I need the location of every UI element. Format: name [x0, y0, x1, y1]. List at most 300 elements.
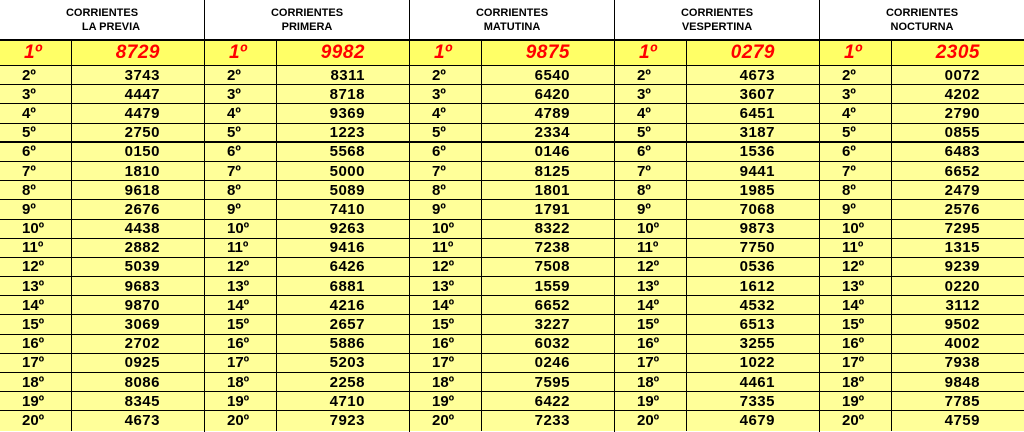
drawn-number: 5568 [329, 143, 365, 161]
position-label: 9º [0, 200, 72, 218]
result-row [615, 296, 819, 315]
position-label: 15º [205, 315, 277, 333]
column-nocturna [820, 0, 1024, 432]
column-primera [205, 0, 410, 432]
drawn-number: 6426 [329, 258, 365, 276]
drawn-number: 4461 [739, 373, 775, 391]
result-rows [820, 41, 1024, 432]
position-label: 12º [205, 258, 277, 276]
drawn-number: 0536 [739, 258, 775, 276]
drawn-number: 6513 [739, 316, 775, 334]
result-row [615, 258, 819, 277]
drawn-number: 4532 [739, 296, 775, 314]
drawn-number: 2305 [935, 42, 980, 63]
header-line1: CORRIENTES [680, 6, 754, 19]
drawn-number: 4479 [124, 104, 160, 122]
position-label: 14º [205, 296, 277, 314]
result-rows [0, 41, 204, 432]
position-label: 8º [820, 181, 892, 199]
result-row [410, 124, 614, 143]
drawn-number: 2657 [329, 316, 365, 334]
drawn-number: 5886 [329, 335, 365, 353]
result-row [410, 392, 614, 411]
position-label: 12º [820, 258, 892, 276]
position-label: 7º [615, 162, 687, 180]
position-label: 16º [615, 335, 687, 353]
drawn-number: 2790 [944, 104, 980, 122]
result-row [410, 239, 614, 258]
drawn-number: 2750 [124, 123, 160, 141]
column-matutina [410, 0, 615, 432]
drawn-number: 6451 [739, 104, 775, 122]
winning-row [0, 41, 204, 66]
result-row [410, 258, 614, 277]
result-row [615, 85, 819, 104]
position-label: 18º [615, 373, 687, 391]
position-label: 5º [820, 124, 892, 141]
position-label: 18º [205, 373, 277, 391]
result-row [0, 315, 204, 334]
result-row [205, 220, 409, 239]
result-row [820, 296, 1024, 315]
drawn-number: 4202 [944, 85, 980, 103]
result-row [615, 66, 819, 85]
drawn-number: 8322 [534, 220, 570, 238]
drawn-number: 9416 [329, 239, 365, 257]
result-row [410, 315, 614, 334]
result-row [820, 220, 1024, 239]
drawn-number: 2702 [124, 335, 160, 353]
drawn-number: 3227 [534, 316, 570, 334]
drawn-number: 7923 [329, 412, 365, 430]
position-label: 1º [615, 41, 687, 65]
drawn-number: 9263 [329, 220, 365, 238]
header-line1: CORRIENTES [885, 6, 959, 19]
position-label: 4º [615, 104, 687, 122]
drawn-number: 0279 [730, 42, 775, 63]
result-row [205, 200, 409, 219]
result-row [0, 277, 204, 296]
position-label: 9º [615, 200, 687, 218]
position-label: 5º [205, 124, 277, 141]
drawn-number: 6881 [329, 277, 365, 295]
drawn-number: 0246 [534, 354, 570, 372]
header-line2: PRIMERA [281, 20, 333, 33]
position-label: 15º [0, 315, 72, 333]
position-label: 15º [820, 315, 892, 333]
result-row [205, 239, 409, 258]
drawn-number: 5000 [329, 162, 365, 180]
position-label: 17º [820, 354, 892, 372]
result-row [205, 124, 409, 143]
drawn-number: 6032 [534, 335, 570, 353]
drawn-number: 3255 [739, 335, 775, 353]
drawn-number: 8718 [329, 85, 365, 103]
result-row [820, 315, 1024, 334]
drawn-number: 5089 [329, 181, 365, 199]
result-row [820, 335, 1024, 354]
drawn-number: 1559 [534, 277, 570, 295]
position-label: 6º [410, 143, 482, 161]
drawn-number: 9982 [320, 42, 365, 63]
position-label: 20º [410, 411, 482, 430]
position-label: 2º [205, 66, 277, 84]
result-row [205, 277, 409, 296]
drawn-number: 3743 [124, 66, 160, 84]
position-label: 19º [615, 392, 687, 410]
drawn-number: 0220 [944, 277, 980, 295]
result-row [820, 392, 1024, 411]
result-row [615, 354, 819, 373]
drawn-number: 1536 [739, 143, 775, 161]
result-row [0, 143, 204, 162]
position-label: 12º [615, 258, 687, 276]
result-row [615, 181, 819, 200]
drawn-number: 0925 [124, 354, 160, 372]
result-row [615, 239, 819, 258]
result-row [615, 220, 819, 239]
result-row [820, 373, 1024, 392]
drawn-number: 4759 [944, 412, 980, 430]
position-label: 1º [0, 41, 72, 65]
result-row [615, 335, 819, 354]
column-header [410, 0, 614, 41]
drawn-number: 8729 [115, 42, 160, 63]
result-row [0, 200, 204, 219]
drawn-number: 9441 [739, 162, 775, 180]
result-row [410, 373, 614, 392]
column-header [0, 0, 204, 41]
position-label: 7º [820, 162, 892, 180]
position-label: 3º [0, 85, 72, 103]
drawn-number: 3069 [124, 316, 160, 334]
position-label: 15º [615, 315, 687, 333]
drawn-number: 1022 [739, 354, 775, 372]
header-line2: VESPERTINA [681, 20, 753, 33]
drawn-number: 4002 [944, 335, 980, 353]
result-row [615, 315, 819, 334]
result-row [820, 181, 1024, 200]
position-label: 3º [820, 85, 892, 103]
drawn-number: 0072 [944, 66, 980, 84]
drawn-number: 4673 [124, 412, 160, 430]
result-row [410, 143, 614, 162]
winning-row [820, 41, 1024, 66]
position-label: 5º [0, 124, 72, 141]
drawn-number: 2576 [944, 200, 980, 218]
result-row [615, 162, 819, 181]
result-row [0, 296, 204, 315]
position-label: 16º [205, 335, 277, 353]
drawn-number: 6420 [534, 85, 570, 103]
drawn-number: 8311 [330, 66, 365, 84]
result-row [205, 181, 409, 200]
position-label: 6º [820, 143, 892, 161]
drawn-number: 2676 [124, 200, 160, 218]
result-row [820, 258, 1024, 277]
position-label: 1º [820, 41, 892, 65]
position-label: 19º [410, 392, 482, 410]
column-header [205, 0, 409, 41]
position-label: 13º [0, 277, 72, 295]
result-row [205, 373, 409, 392]
result-row [205, 143, 409, 162]
drawn-number: 6483 [944, 143, 980, 161]
position-label: 10º [410, 220, 482, 238]
result-row [820, 200, 1024, 219]
drawn-number: 9683 [124, 277, 160, 295]
drawn-number: 7295 [944, 220, 980, 238]
drawn-number: 0150 [124, 143, 160, 161]
result-row [820, 162, 1024, 181]
position-label: 4º [0, 104, 72, 122]
position-label: 17º [615, 354, 687, 372]
drawn-number: 8125 [534, 162, 570, 180]
result-row [820, 124, 1024, 143]
result-row [0, 411, 204, 430]
position-label: 11º [205, 239, 277, 257]
result-row [615, 104, 819, 123]
column-header [615, 0, 819, 41]
drawn-number: 2882 [124, 239, 160, 257]
position-label: 18º [410, 373, 482, 391]
drawn-number: 3187 [739, 123, 775, 141]
drawn-number: 7750 [739, 239, 775, 257]
position-label: 13º [205, 277, 277, 295]
position-label: 14º [0, 296, 72, 314]
position-label: 7º [205, 162, 277, 180]
result-row [0, 392, 204, 411]
position-label: 4º [820, 104, 892, 122]
position-label: 2º [0, 66, 72, 84]
drawn-number: 7595 [534, 373, 570, 391]
position-label: 16º [0, 335, 72, 353]
winning-row [205, 41, 409, 66]
position-label: 10º [0, 220, 72, 238]
position-label: 5º [615, 124, 687, 141]
result-row [615, 392, 819, 411]
position-label: 9º [820, 200, 892, 218]
drawn-number: 7785 [944, 392, 980, 410]
column-la-previa [0, 0, 205, 432]
result-row [0, 220, 204, 239]
position-label: 1º [205, 41, 277, 65]
result-row [0, 335, 204, 354]
winning-row [410, 41, 614, 66]
result-row [410, 335, 614, 354]
position-label: 4º [410, 104, 482, 122]
position-label: 18º [0, 373, 72, 391]
position-label: 20º [0, 411, 72, 430]
result-row [205, 315, 409, 334]
drawn-number: 4789 [534, 104, 570, 122]
drawn-number: 1810 [124, 162, 160, 180]
result-row [820, 411, 1024, 430]
drawn-number: 3607 [739, 85, 775, 103]
drawn-number: 6422 [534, 392, 570, 410]
drawn-number: 9502 [944, 316, 980, 334]
position-label: 6º [205, 143, 277, 161]
drawn-number: 5203 [329, 354, 365, 372]
drawn-number: 9875 [525, 42, 570, 63]
drawn-number: 9369 [329, 104, 365, 122]
position-label: 12º [410, 258, 482, 276]
result-row [410, 104, 614, 123]
position-label: 11º [820, 239, 892, 257]
drawn-number: 2258 [329, 373, 365, 391]
position-label: 18º [820, 373, 892, 391]
drawn-number: 4438 [124, 220, 160, 238]
position-label: 10º [820, 220, 892, 238]
drawn-number: 7938 [944, 354, 980, 372]
drawn-number: 7335 [739, 392, 775, 410]
position-label: 11º [615, 239, 687, 257]
drawn-number: 6652 [944, 162, 980, 180]
drawn-number: 2479 [944, 181, 980, 199]
drawn-number: 9848 [944, 373, 980, 391]
result-row [205, 162, 409, 181]
position-label: 12º [0, 258, 72, 276]
header-line1: CORRIENTES [270, 6, 344, 19]
winning-row [615, 41, 819, 66]
drawn-number: 7410 [329, 200, 365, 218]
position-label: 19º [820, 392, 892, 410]
drawn-number: 1985 [739, 181, 775, 199]
result-row [410, 277, 614, 296]
position-label: 17º [410, 354, 482, 372]
result-row [205, 354, 409, 373]
position-label: 3º [205, 85, 277, 103]
position-label: 20º [615, 411, 687, 430]
result-row [410, 220, 614, 239]
result-row [615, 277, 819, 296]
header-line2: MATUTINA [483, 20, 541, 33]
position-label: 4º [205, 104, 277, 122]
position-label: 10º [615, 220, 687, 238]
column-vespertina [615, 0, 820, 432]
drawn-number: 8086 [124, 373, 160, 391]
position-label: 6º [0, 143, 72, 161]
result-row [410, 200, 614, 219]
position-label: 13º [615, 277, 687, 295]
result-row [820, 239, 1024, 258]
result-row [0, 124, 204, 143]
result-row [0, 181, 204, 200]
result-row [410, 162, 614, 181]
drawn-number: 1315 [944, 239, 980, 257]
result-row [820, 277, 1024, 296]
position-label: 13º [410, 277, 482, 295]
result-rows [205, 41, 409, 432]
position-label: 9º [205, 200, 277, 218]
position-label: 3º [410, 85, 482, 103]
position-label: 19º [0, 392, 72, 410]
result-row [0, 162, 204, 181]
position-label: 7º [0, 162, 72, 180]
drawn-number: 7233 [534, 412, 570, 430]
result-row [820, 85, 1024, 104]
result-row [205, 411, 409, 430]
result-row [205, 296, 409, 315]
result-row [205, 104, 409, 123]
position-label: 8º [410, 181, 482, 199]
position-label: 14º [410, 296, 482, 314]
result-row [0, 239, 204, 258]
drawn-number: 6652 [534, 296, 570, 314]
drawn-number: 1791 [534, 200, 570, 218]
position-label: 11º [0, 239, 72, 257]
position-label: 8º [0, 181, 72, 199]
position-label: 13º [820, 277, 892, 295]
result-row [0, 85, 204, 104]
result-row [0, 354, 204, 373]
drawn-number: 9870 [124, 296, 160, 314]
position-label: 6º [615, 143, 687, 161]
result-row [820, 143, 1024, 162]
result-row [205, 392, 409, 411]
result-row [205, 258, 409, 277]
position-label: 5º [410, 124, 482, 141]
drawn-number: 9873 [739, 220, 775, 238]
drawn-number: 5039 [124, 258, 160, 276]
position-label: 14º [820, 296, 892, 314]
position-label: 8º [615, 181, 687, 199]
drawn-number: 7508 [534, 258, 570, 276]
position-label: 14º [615, 296, 687, 314]
result-row [820, 354, 1024, 373]
drawn-number: 0146 [534, 143, 570, 161]
result-rows [410, 41, 614, 432]
result-row [0, 258, 204, 277]
result-row [0, 104, 204, 123]
drawn-number: 4673 [739, 66, 775, 84]
result-row [0, 373, 204, 392]
drawn-number: 1612 [739, 277, 775, 295]
drawn-number: 1801 [534, 181, 570, 199]
header-line2: NOCTURNA [890, 20, 954, 33]
position-label: 17º [0, 354, 72, 372]
drawn-number: 4679 [739, 412, 775, 430]
result-rows [615, 41, 819, 432]
position-label: 2º [820, 66, 892, 84]
position-label: 19º [205, 392, 277, 410]
position-label: 8º [205, 181, 277, 199]
result-row [820, 66, 1024, 85]
drawn-number: 7238 [534, 239, 570, 257]
result-row [205, 66, 409, 85]
position-label: 2º [615, 66, 687, 84]
result-row [410, 354, 614, 373]
drawn-number: 8345 [124, 392, 160, 410]
result-row [410, 66, 614, 85]
drawn-number: 2334 [534, 123, 570, 141]
drawn-number: 7068 [739, 200, 775, 218]
position-label: 16º [410, 335, 482, 353]
result-row [410, 296, 614, 315]
column-header [820, 0, 1024, 41]
position-label: 2º [410, 66, 482, 84]
position-label: 20º [205, 411, 277, 430]
position-label: 1º [410, 41, 482, 65]
result-row [205, 335, 409, 354]
header-line2: LA PREVIA [81, 20, 141, 33]
position-label: 11º [410, 239, 482, 257]
drawn-number: 9618 [124, 181, 160, 199]
result-row [410, 85, 614, 104]
position-label: 16º [820, 335, 892, 353]
position-label: 20º [820, 411, 892, 430]
result-row [410, 181, 614, 200]
